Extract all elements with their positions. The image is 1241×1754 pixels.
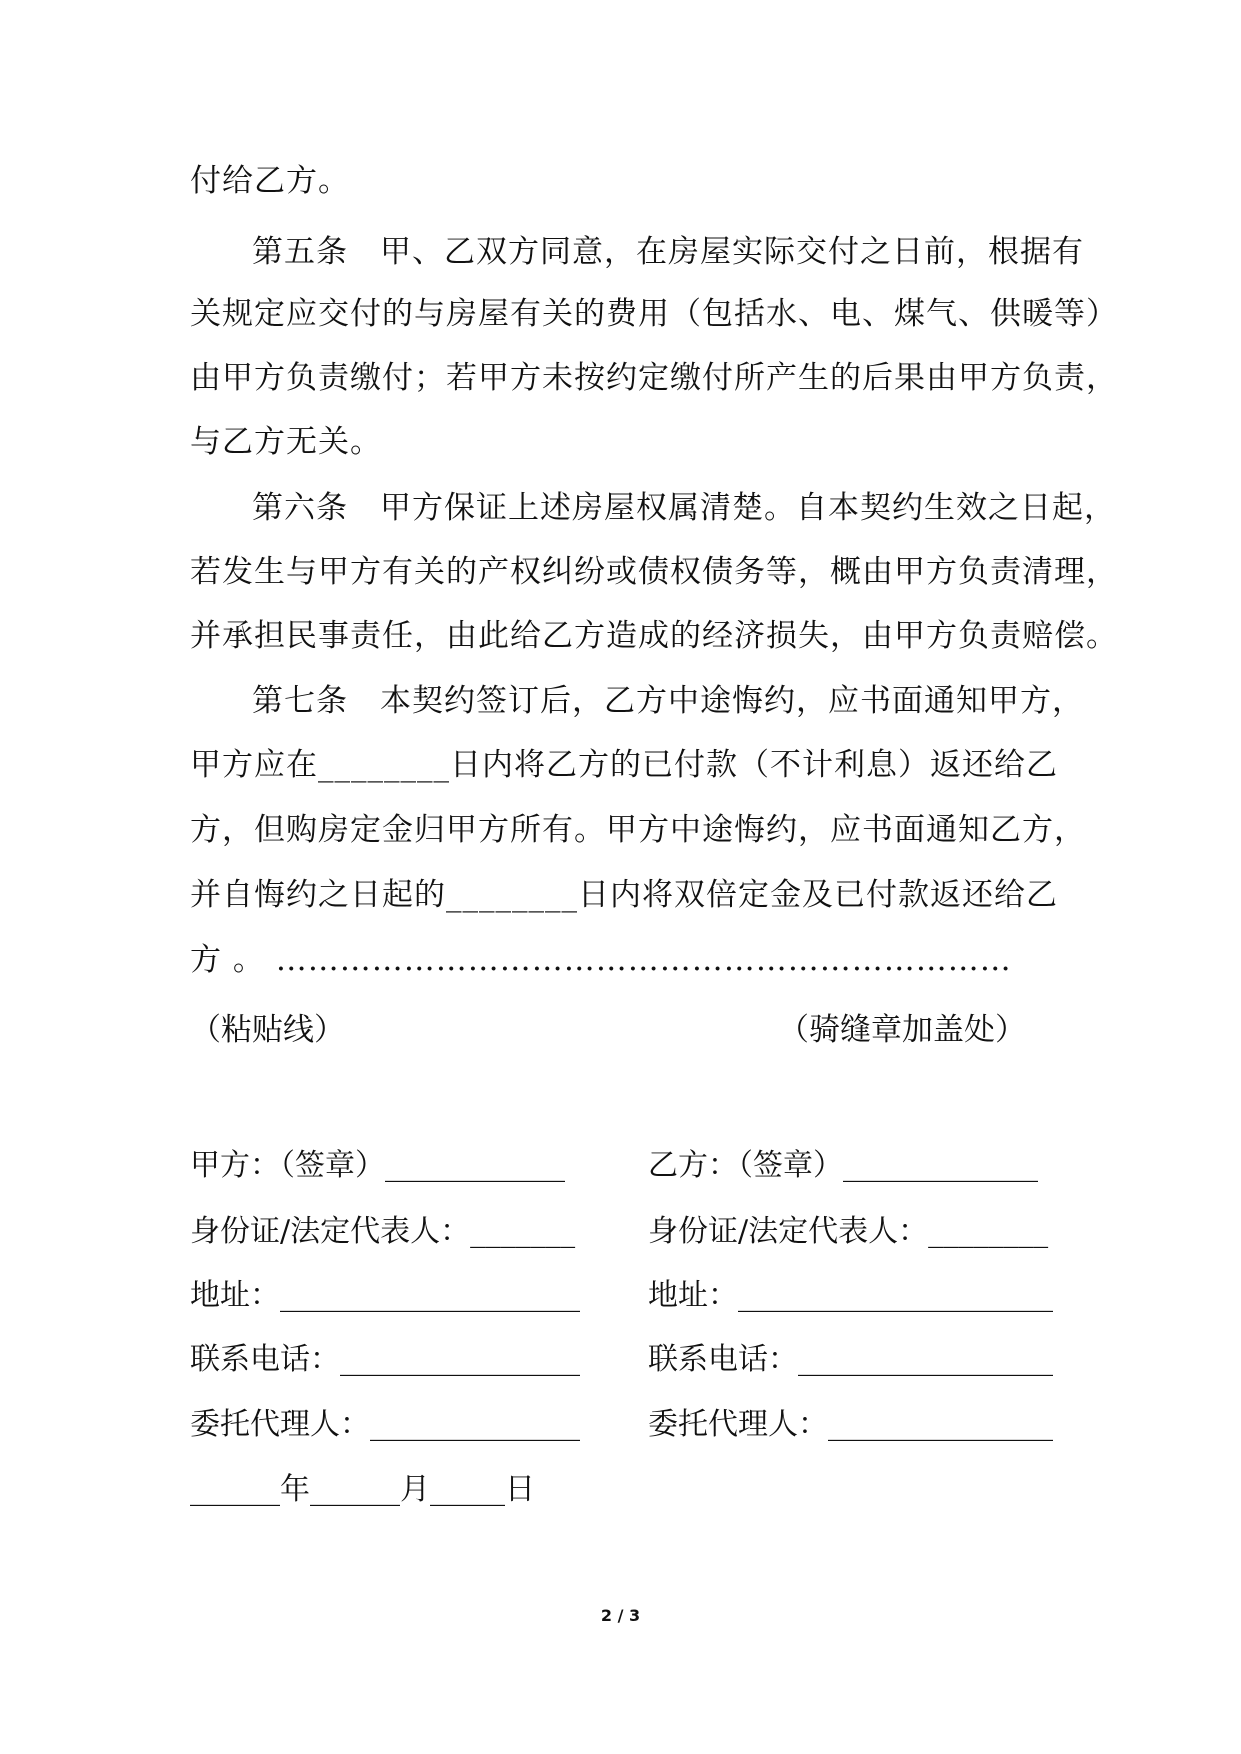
article-6-line-2: 若发生与甲方有关的产权纠纷或债权债务等，概由甲方负责清理， [190,554,1118,590]
article-7-line-4: 并自悔约之日起的________日内将双倍定金及已付款返还给乙 [190,877,1058,913]
article-5-line-2: 关规定应交付的与房屋有关的费用（包括水、电、煤气、供暖等） [190,296,1118,332]
article-7-line-3: 方，但购房定金归甲方所有。甲方中途悔约，应书面通知乙方， [190,812,1086,848]
dotted-paste-line: 方 。 …………………………………………………………… [190,942,1012,978]
party-b-phone: 联系电话：_________________ [648,1342,1053,1377]
page-number: 2 / 3 [600,1606,641,1625]
party-b-address: 地址：_____________________ [648,1278,1053,1313]
seal-area-label: （骑缝章加盖处） [778,1012,1026,1048]
party-a-seal: 甲方：（签章）____________ [190,1148,565,1183]
article-7-line-1: 第七条 本契约签订后，乙方中途悔约，应书面通知甲方， [252,683,1084,719]
article-5-line-4: 与乙方无关。 [190,424,382,460]
article-5-line-1: 第五条 甲、乙双方同意，在房屋实际交付之日前，根据有 [252,234,1084,270]
party-a-id: 身份证/法定代表人：_______ [190,1214,576,1249]
article-6-line-1: 第六条 甲方保证上述房屋权属清楚。自本契约生效之日起， [252,490,1116,526]
party-b-id: 身份证/法定代表人：________ [648,1214,1049,1249]
party-b-agent: 委托代理人：_______________ [648,1407,1053,1442]
party-a-address: 地址：____________________ [190,1278,580,1313]
paste-line-label: （粘贴线） [190,1012,345,1048]
party-a-phone: 联系电话：________________ [190,1342,580,1377]
party-a-agent: 委托代理人：______________ [190,1407,580,1442]
article-7-line-2: 甲方应在________日内将乙方的已付款（不计利息）返还给乙 [190,747,1058,783]
signature-date: ______年______月_____日 [190,1472,535,1507]
body-line-1: 付给乙方。 [190,163,350,199]
article-6-line-3: 并承担民事责任，由此给乙方造成的经济损失，由甲方负责赔偿。 [190,618,1118,654]
party-b-seal: 乙方：（签章）_____________ [648,1148,1038,1183]
article-5-line-3: 由甲方负责缴付；若甲方未按约定缴付所产生的后果由甲方负责， [190,360,1118,396]
